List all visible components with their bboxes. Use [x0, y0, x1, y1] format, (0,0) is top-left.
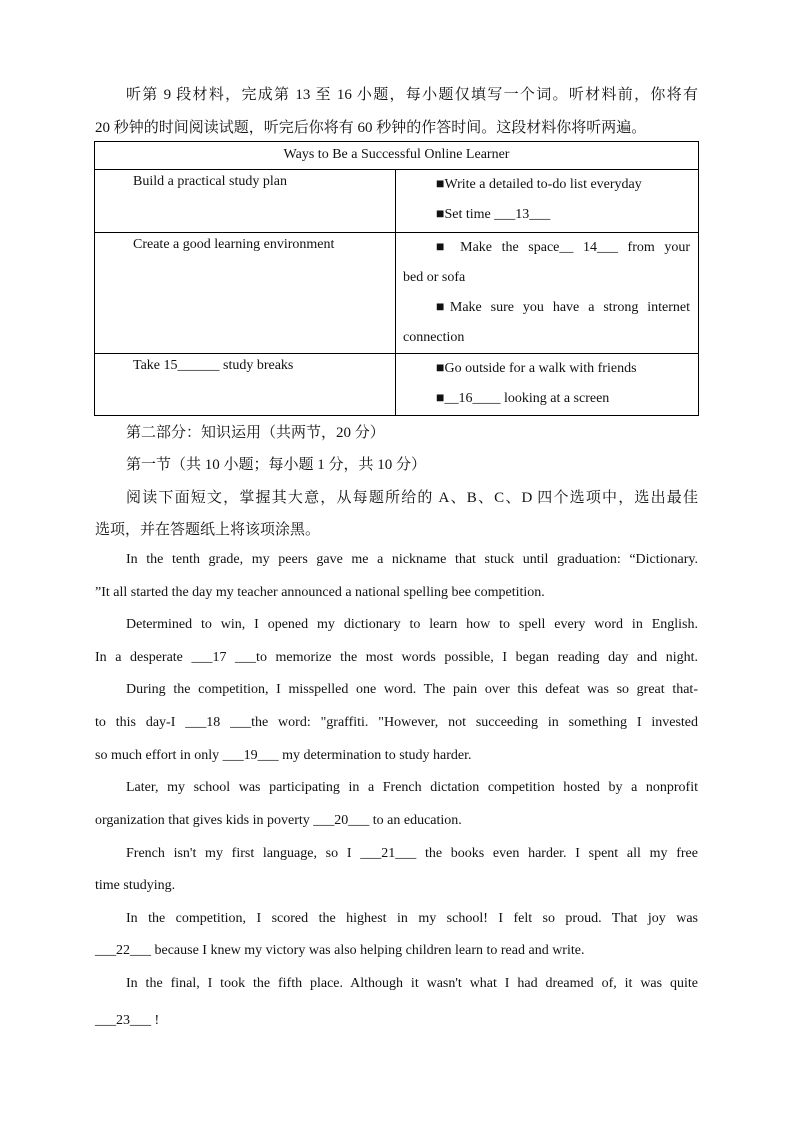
table-row-2-item-1-cont: bed or sofa — [403, 270, 466, 285]
passage-line-10: French isn't my first language, so I ___21___ the books even harder. I spent all my free — [126, 846, 698, 861]
table-row-1-item-2: ■Set time ___13___ — [436, 207, 551, 222]
table-row-1-item-1: ■Write a detailed to-do list everyday — [436, 177, 642, 192]
passage-line-13: ___22___ because I knew my victory was also helping children learn to read and write. — [95, 943, 585, 958]
instructions-line-1: 听第 9 段材料，完成第 13 至 16 小题，每小题仅填写一个词。听材料前，你将有 — [126, 87, 698, 103]
passage-line-12: In the competition, I scored the highest in my school! I felt so proud. That joy was — [126, 911, 698, 926]
table-row-2-item-2-cont: connection — [403, 330, 465, 345]
table-row-2-item-1: ■ Make the space__ 14___ from your — [436, 240, 691, 255]
table-row-3-item-1: ■Go outside for a walk with friends — [436, 361, 637, 376]
table-title: Ways to Be a Successful Online Learner — [95, 142, 699, 170]
table-row-1-left: Build a practical study plan — [95, 170, 396, 233]
table-row-2-left: Create a good learning environment — [95, 233, 396, 354]
ways-table — [94, 141, 699, 416]
passage-line-3: Determined to win, I opened my dictionary to learn how to spell every word in English. — [126, 617, 698, 632]
section-directions-line-2: 选项，并在答题纸上将该项涂黑。 — [95, 522, 321, 538]
passage-line-8: Later, my school was participating in a French dictation competition hosted by a nonprofit — [126, 780, 698, 795]
passage-line-6: to this day-I ___18 ___the word: "graffiti. "However, not succeeding in something I invested — [95, 715, 698, 730]
passage-line-5: During the competition, I misspelled one word. The pain over this defeat was so great that- — [126, 682, 698, 697]
passage-line-9: organization that gives kids in poverty ___20___ to an education. — [95, 813, 462, 828]
table-row-2-right — [396, 233, 699, 354]
passage-line-15: ___23___ ! — [95, 1013, 160, 1028]
passage-line-2: ”It all started the day my teacher announced a national spelling bee competition. — [95, 585, 545, 600]
section-directions-line-1: 阅读下面短文，掌握其大意，从每题所给的 A、B、C、D 四个选项中，选出最佳 — [126, 490, 698, 506]
table-row-3-right — [396, 354, 699, 416]
instructions-line-2: 20 秒钟的时间阅读试题，听完后你将有 60 秒钟的作答时间。这段材料你将听两遍。 — [95, 120, 647, 136]
table-row-3-left: Take 15______ study breaks — [95, 354, 396, 416]
table-row-3-item-2: ■__16____ looking at a screen — [436, 391, 610, 406]
section-part-heading: 第二部分：知识运用（共两节，20 分） — [126, 425, 385, 441]
passage-line-1: In the tenth grade, my peers gave me a nickname that stuck until graduation: “Dictionary. — [126, 552, 698, 567]
passage-line-14: In the final, I took the fifth place. Although it wasn't what I had dreamed of, it was quite — [126, 976, 698, 991]
passage-line-11: time studying. — [95, 878, 176, 893]
table-row-2-item-2: ■Make sure you have a strong internet — [436, 300, 691, 315]
table-row-1-right — [396, 170, 699, 233]
passage-line-7: so much effort in only ___19___ my determination to study harder. — [95, 748, 472, 763]
passage-line-4: In a desperate ___17 ___to memorize the most words possible, I began reading day and night. — [95, 650, 698, 665]
section-subsection-heading: 第一节（共 10 小题；每小题 1 分，共 10 分） — [126, 457, 427, 473]
